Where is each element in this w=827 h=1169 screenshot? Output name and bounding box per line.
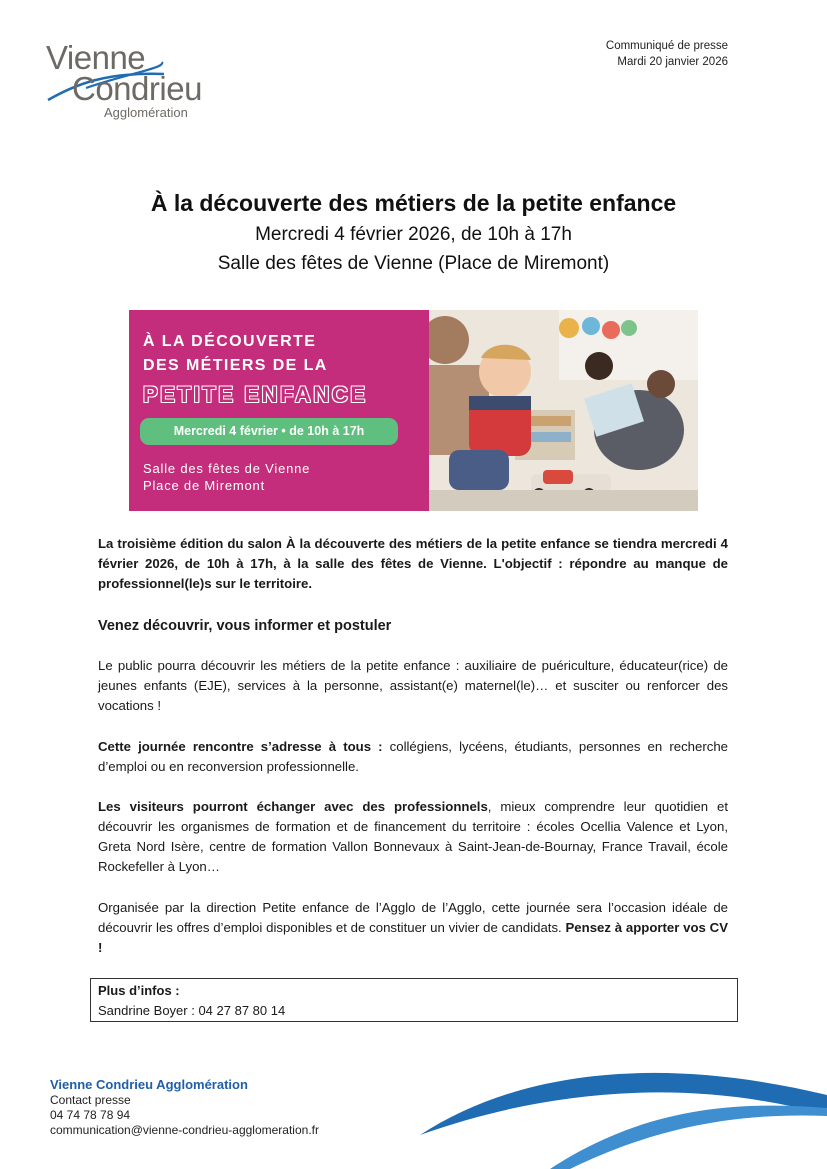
paragraph-2 <box>98 737 728 777</box>
children-photo-illustration <box>419 310 698 511</box>
info-title: Plus d’infos : <box>98 983 180 998</box>
banner-date-pill: Mercredi 4 février • de 10h à 17h <box>140 418 398 445</box>
paragraph-3-bold: Les visiteurs pourront échanger avec des professionnels <box>98 799 488 814</box>
banner-place-2: Place de Miremont <box>143 478 265 493</box>
title-place: Salle des fêtes de Vienne (Place de Miremont) <box>217 253 610 274</box>
logo-condrieu: Condrieu <box>72 70 202 107</box>
logo-vienne: Vienne <box>46 39 146 76</box>
footer-org: Vienne Condrieu Agglomération <box>50 1077 248 1092</box>
section-heading: Venez découvrir, vous informer et postuler <box>98 618 392 634</box>
banner-photo <box>419 310 698 511</box>
logo <box>46 40 216 124</box>
banner-place-1: Salle des fêtes de Vienne <box>143 461 311 476</box>
footer-phone: 04 74 78 78 94 <box>50 1108 131 1122</box>
paragraph-4 <box>98 898 728 958</box>
footer-email[interactable]: communication@vienne-condrieu-agglomeration.fr <box>50 1123 319 1137</box>
banner-line-3: PETITE ENFANCE <box>143 382 368 407</box>
banner-line-2: DES MÉTIERS DE LA <box>143 357 328 374</box>
page-title: À la découverte des métiers de la petite enfance <box>150 190 677 216</box>
info-box <box>90 978 738 1022</box>
paragraph-1: Le public pourra découvrir les métiers de la petite enfance : auxiliaire de puériculture, éducateur(rice) de jeunes enfants (EJE), services à la personne, assistant(e) maternel(le)… et susciter ou renforcer des vocations ! <box>98 658 728 713</box>
paragraph-4-text: Organisée par la direction Petite enfance de l’Agglo de l’Agglo, cette journée sera l’occasion idéale de découvrir les offres d’emploi disponibles et de constituer un vivier de candidats. <box>98 900 728 935</box>
banner-line-1: À LA DÉCOUVERTE <box>143 333 317 350</box>
title-date: Mercredi 4 février 2026, de 10h à 17h <box>255 224 572 245</box>
footer-wave-icon <box>400 1060 827 1169</box>
press-header <box>606 38 728 70</box>
paragraph-3-text: , mieux comprendre leur quotidien et découvrir les organismes de formation et de financement du territoire : écoles Ocellia Valence et Lyon, Greta Nord Isère, centre de formation Vallon Bonnevaux à Saint-Jean-de-Bournay, France Travail, école Rockefeller à Lyon… <box>98 799 728 874</box>
info-contact: Sandrine Boyer : 04 27 87 80 14 <box>98 1003 286 1018</box>
press-label: Communiqué de presse <box>605 40 728 52</box>
paragraph-4-bold: Pensez à apporter vos CV ! <box>98 920 728 955</box>
paragraph-2-text: collégiens, lycéens, étudiants, personnes en recherche d’emploi ou en reconversion professionnelle. <box>98 739 728 774</box>
paragraph-2-bold: Cette journée rencontre s’adresse à tous : <box>98 739 383 754</box>
paragraph-3 <box>98 797 728 877</box>
footer-contact-label: Contact presse <box>50 1093 131 1107</box>
press-date: Mardi 20 janvier 2026 <box>617 56 728 68</box>
title-block <box>0 186 827 278</box>
logo-agglomeration: Agglomération <box>104 105 188 120</box>
intro-paragraph: La troisième édition du salon À la découverte des métiers de la petite enfance se tiendra mercredi 4 février 2026, de 10h à 17h, à la salle des fêtes de Vienne. L'objectif : répondre au manque de professionnel(le)s sur le territoire. <box>98 536 728 591</box>
event-banner <box>129 310 698 511</box>
